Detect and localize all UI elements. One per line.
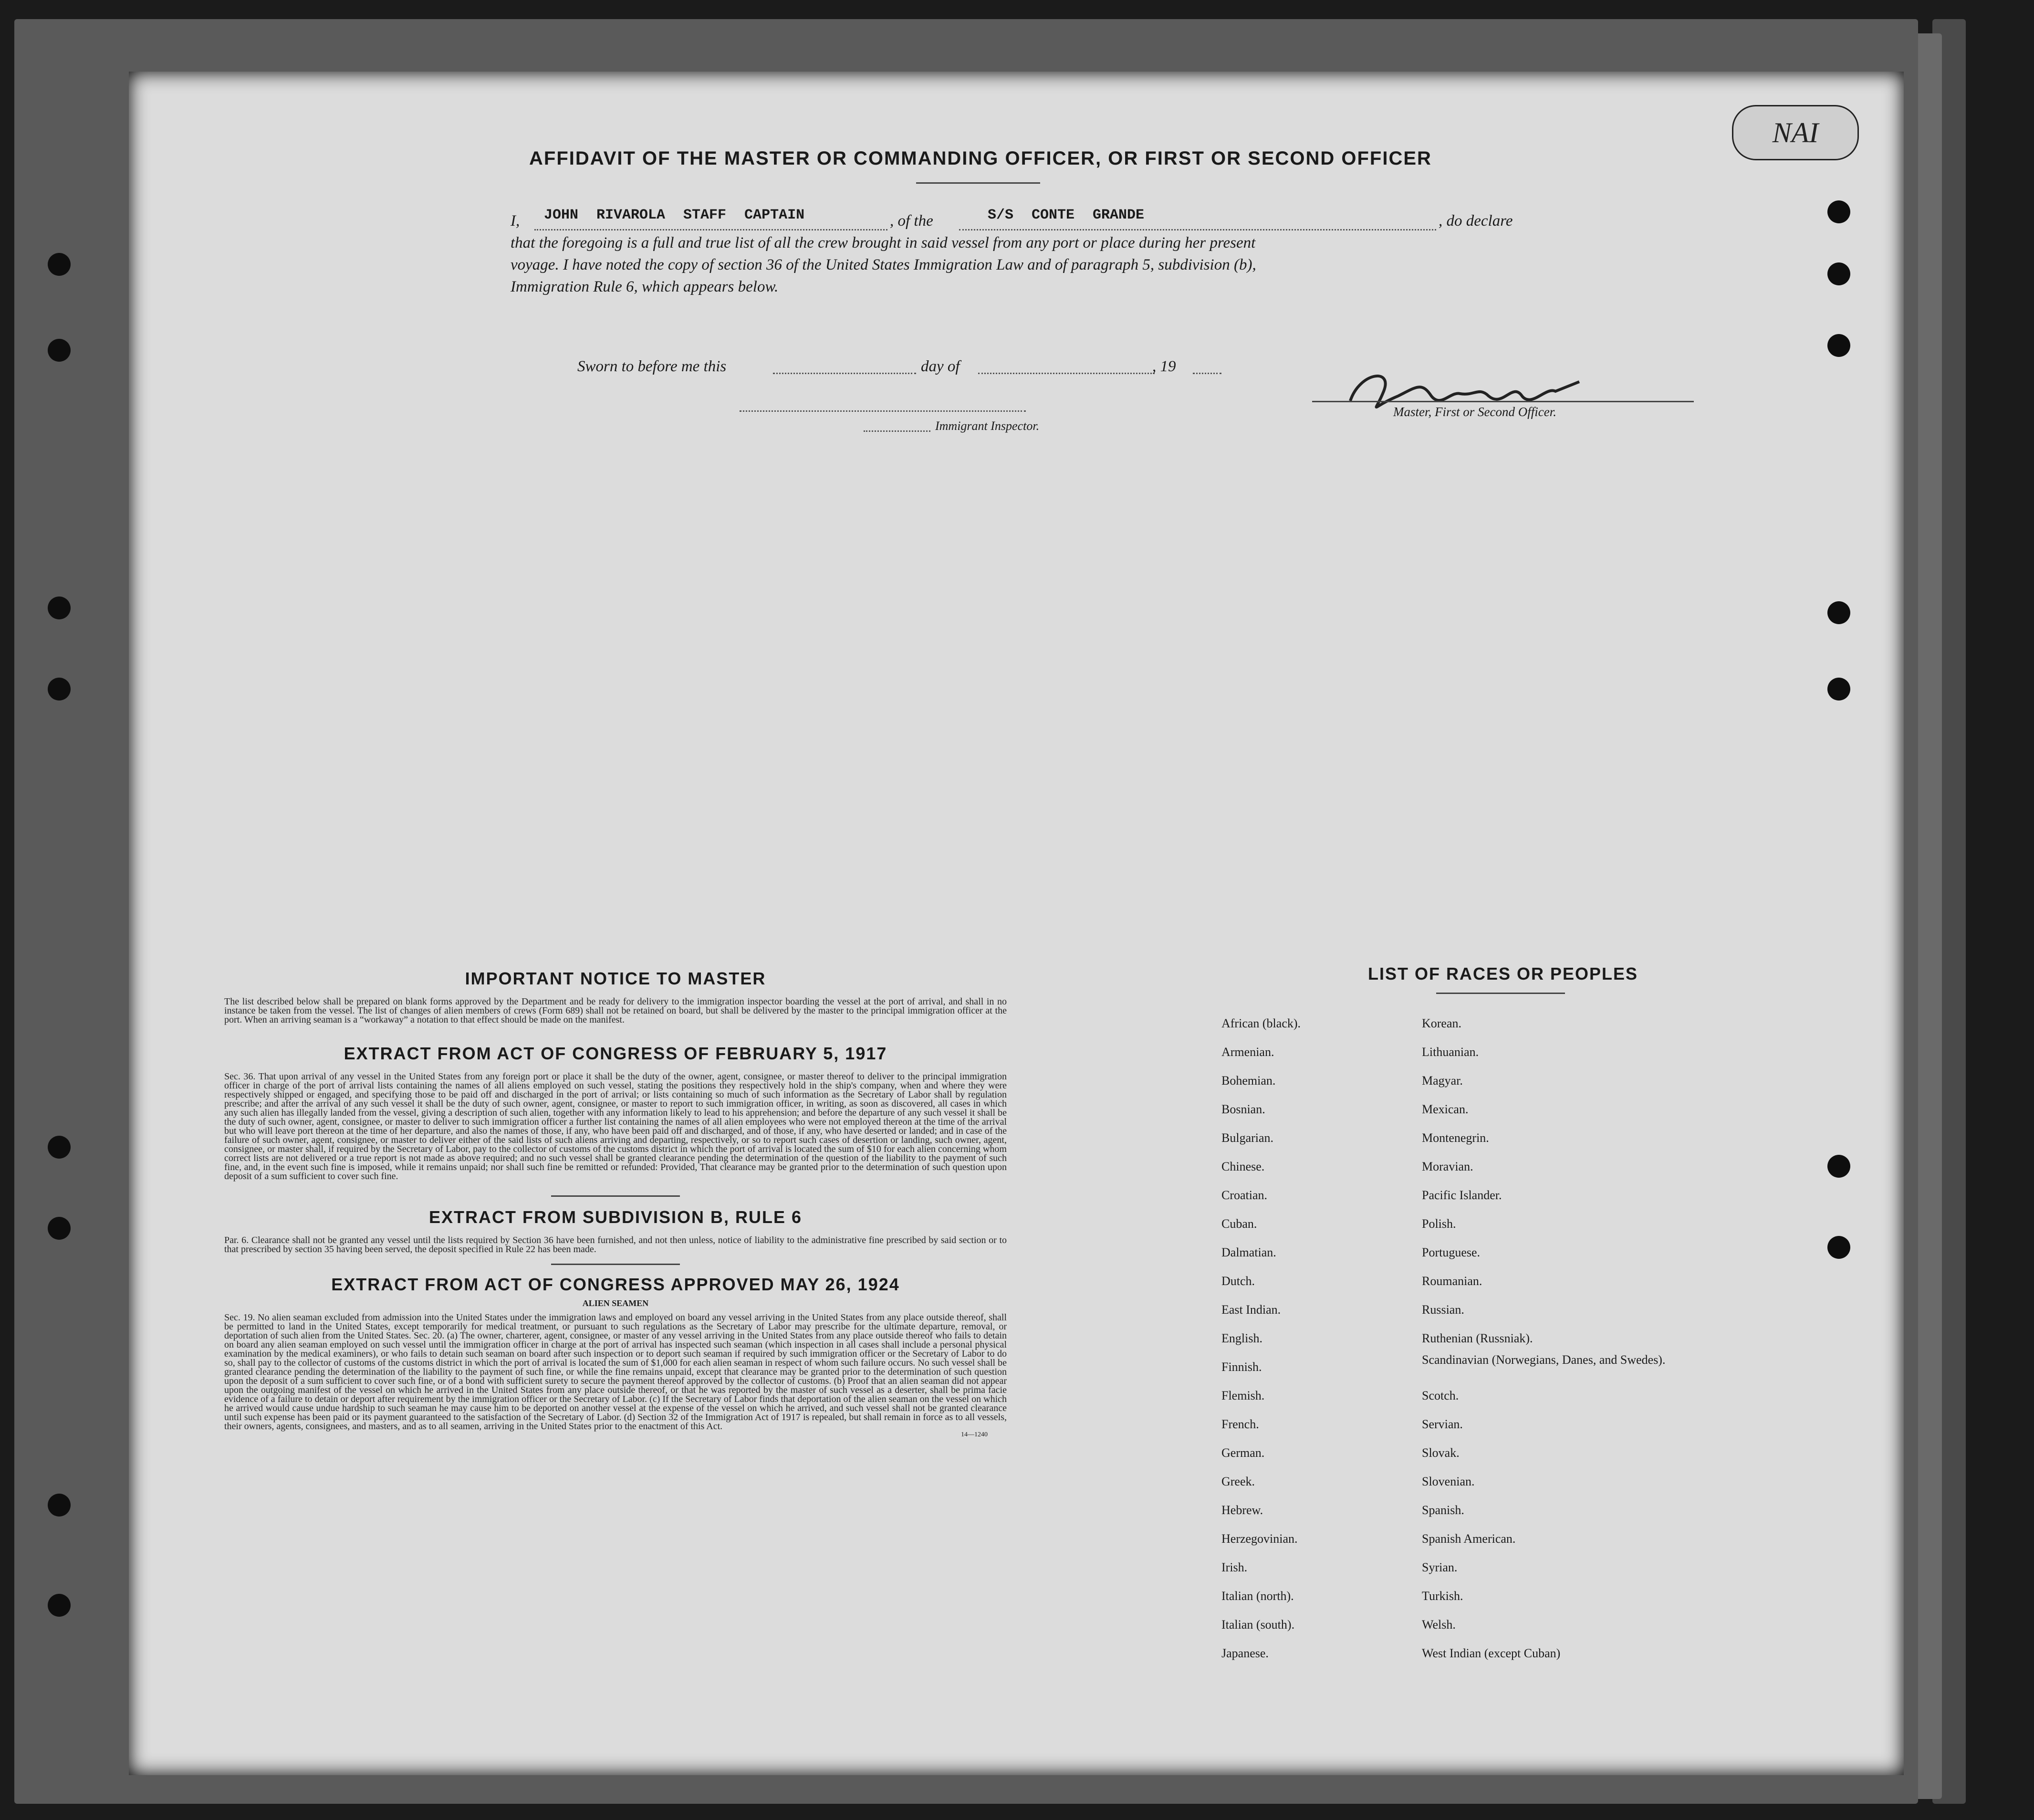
sworn-line: [577, 356, 1388, 379]
race-item: Scandinavian (Norwegians, Danes, and Swedes).: [1422, 1353, 1666, 1367]
race-item: Servian.: [1422, 1417, 1463, 1431]
inspector-line: [740, 410, 1026, 412]
race-item: Turkish.: [1422, 1589, 1463, 1603]
binder-hole: [1827, 1155, 1850, 1178]
divider: [551, 1264, 680, 1265]
binder-hole: [48, 678, 71, 701]
of-the-label: , of the: [890, 212, 933, 230]
race-item: Spanish American.: [1422, 1532, 1516, 1546]
binder-hole: [1827, 262, 1850, 285]
race-item: Moravian.: [1422, 1160, 1473, 1173]
notice-title: IMPORTANT NOTICE TO MASTER: [465, 969, 766, 988]
year-prefix: , 19: [1152, 358, 1176, 375]
fill-line: [978, 373, 1155, 374]
race-item: Slovak.: [1422, 1446, 1460, 1460]
race-item: English.: [1221, 1331, 1262, 1345]
binder-hole: [1827, 200, 1850, 223]
binder-hole: [1827, 601, 1850, 624]
inspector-caption: Immigrant Inspector.: [935, 419, 1040, 433]
binder-hole: [48, 1594, 71, 1617]
race-item: German.: [1221, 1446, 1265, 1460]
races-left-column: [1221, 1009, 1301, 1668]
race-item: Bohemian.: [1221, 1074, 1276, 1088]
affidavit-declaration: [511, 207, 1823, 298]
race-item: Bulgarian.: [1221, 1131, 1274, 1145]
race-item: Japanese.: [1221, 1646, 1269, 1660]
race-item: Montenegrin.: [1422, 1131, 1489, 1145]
race-item: Scotch.: [1422, 1389, 1459, 1402]
race-item: Portuguese.: [1422, 1245, 1481, 1259]
race-item: Hebrew.: [1221, 1503, 1263, 1517]
declaration-text: voyage. I have noted the copy of section 36 of the United States Immigration Law and of paragraph 5, subdivision (b),: [511, 256, 1256, 273]
day-of-label: day of: [921, 358, 960, 375]
race-item: Finnish.: [1221, 1360, 1262, 1374]
form-number: 14—1240: [961, 1431, 988, 1438]
binder-hole: [1827, 678, 1850, 701]
race-item: West Indian (except Cuban): [1422, 1646, 1561, 1660]
race-item: Bosnian.: [1221, 1102, 1265, 1116]
i-label: I,: [511, 212, 520, 230]
race-item: Mexican.: [1422, 1102, 1469, 1116]
extract-1917-text: Sec. 36. That upon arrival of any vessel in the United States from any foreign port or place it shall be the duty of the owner, agent, consignee, or master thereof to deliver to the principal immigration officer in charge of the port of arrival lists containing the names of all aliens employed on such vessel, stating the positions they respectively hold in the ship's company, when and where they were respectively shipped or engaged, and specifying those to be paid off and discharged in the port of arrival; or lists containing so much of such information as the Secretary of Labor shall by regulation prescribe; and after the arrival of any such vessel it shall be the duty of such owner, agent, consignee, or master to report to such immigration officer, in writing, as soon as discovered, all cases in which any such alien has illegally landed from the vessel, giving a description of such alien, together with any information likely to lead to his apprehension; and before the departure of any such vessel it shall be the duty of such owner, agent, consignee, or master to deliver to such immigration officer a further list containing the names of all alien employees who were not employed thereon at the time of the arrival but who will leave port thereon at the time of her departure, and also the names of those, if any, who have been paid off and discharged, and of those, if any, who have deserted or landed; and in case of the failure of such owner, agent, consignee, or master to deliver either of the said lists of such aliens arriving and departing, respectively, or so to report such cases of desertion or landing, such owner, agent, consignee, or master shall, if required by the Secretary of Labor, pay to the collector of customs of the customs district in which the port of arrival is located the sum of $10 for each alien concerning whom correct lists are not delivered or a true report is not made as above required; and no such vessel shall be granted clearance pending the determination of the question of the liability to the payment of such fine, and, in the event such fine is imposed, while it remains unpaid; nor shall such fine be remitted or refunded: Provided, That clearance may be granted prior to the determination of such question upon deposit of a sum sufficient to cover such fine.: [224, 1071, 1007, 1182]
divider: [1436, 993, 1565, 994]
document-page: [129, 72, 1904, 1775]
fill-line: [773, 373, 916, 374]
signature-line: [1312, 401, 1694, 402]
race-item: Dalmatian.: [1221, 1245, 1276, 1259]
notice-text: The list described below shall be prepared on blank forms approved by the Department and be ready for delivery to the immigration inspector boarding the vessel at the port of arrival, and shall in no instance be taken from the vessel. The list of changes of alien members of crews (Form 689) shall not be retained on board, but shall be delivered by the master to the principal immigration officer at the port. When an arriving seaman is a “workaway” a notation to that effect should be made on the manifest.: [224, 996, 1007, 1025]
binder-hole: [48, 1494, 71, 1517]
race-item: African (black).: [1221, 1016, 1301, 1030]
act-1924-text: Sec. 19. No alien seaman excluded from admission into the United States under the immigration laws and employed on board any vessel arriving in the United States from any place outside thereof, shall be permitted to land in the United States, except temporarily for medical treatment, or pursuant to such regulations as the Secretary of Labor may prescribe for the ultimate departure, removal, or deportation of such alien from the United States. Sec. 20. (a) The owner, charterer, agent, consignee, or master of any vessel arriving in the United States from any place outside thereof who fails to detain on board any alien seaman employed on such vessel until the immigration officer in charge at the port of arrival has inspected such seaman (which inspection in all cases shall include a personal physical examination by the medical examiners), or who fails to detain such seaman on board after such inspection or to deport such seaman if required by such immigration officer or the Secretary of Labor to do so, shall pay to the collector of customs of the customs district in which the port of arrival is located the sum of $1,000 for each alien seaman in respect of whom such failure occurs. No such vessel shall be granted clearance pending the determination of the liability to the payment of such fine, or while the fine remains unpaid, except that clearance may be granted prior to the determination of such question upon the deposit of a sum sufficient to cover such fine, or of a bond with sufficient surety to secure the payment thereof approved by the collector of customs. (b) Proof that an alien seaman did not appear upon the outgoing manifest of the vessel on which he arrived in the United States from any place outside thereof, or that he was reported by the master of such vessel as a deserter, shall be prima facie evidence of a failure to detain or deport after requirement by the immigration officer or the Secretary of Labor. (c) If the Secretary of Labor finds that deportation of the alien seaman on the vessel on which he arrived would cause undue hardship to such seaman he may cause him to be deported on another vessel at the expense of the vessel on which he arrived, and such vessel shall not be granted clearance until such expense has been paid or its payment guaranteed to the satisfaction of the Secretary of Labor. (d) Section 32 of the Immigration Act of 1917 is repealed, but shall remain in force as to all vessels, their owners, agents, consignees, and masters, and as to all seamen, arriving in the United States prior to the enactment of this Act.: [224, 1312, 1007, 1432]
stamp-text: NAI: [1772, 117, 1819, 148]
officer-name: JOHN RIVAROLA STAFF CAPTAIN: [544, 207, 805, 223]
rule-6-text: Par. 6. Clearance shall not be granted any vessel until the lists required by Section 36 have been furnished, and not then unless, notice of liability to the administrative fine prescribed by said section or to that prescribed by section 35 having been served, the deposit specified in Rule 22 has been made.: [224, 1235, 1007, 1255]
race-item: Flemish.: [1221, 1389, 1265, 1402]
race-item: Croatian.: [1221, 1188, 1268, 1202]
race-item: Armenian.: [1221, 1045, 1274, 1059]
affidavit-title: AFFIDAVIT OF THE MASTER OR COMMANDING OFFICER, OR FIRST OR SECOND OFFICER: [529, 148, 1432, 169]
alien-seamen-subtitle: ALIEN SEAMEN: [582, 1298, 649, 1308]
race-item: French.: [1221, 1417, 1259, 1431]
divider: [916, 182, 1040, 184]
race-item: Herzegovinian.: [1221, 1532, 1298, 1546]
declaration-text: Immigration Rule 6, which appears below.: [511, 278, 779, 295]
inspector-line: [864, 430, 930, 432]
race-item: Greek.: [1221, 1475, 1255, 1488]
race-item: Irish.: [1221, 1560, 1248, 1574]
race-item: Ruthenian (Russniak).: [1422, 1331, 1533, 1345]
race-item: Slovenian.: [1422, 1475, 1475, 1488]
binder-hole: [1827, 1236, 1850, 1259]
sworn-label: Sworn to before me this: [577, 358, 727, 375]
binder-hole: [48, 596, 71, 619]
race-item: Magyar.: [1422, 1074, 1463, 1088]
extract-1917-title: EXTRACT FROM ACT OF CONGRESS OF FEBRUARY 5, 1917: [344, 1044, 887, 1063]
race-item: Polish.: [1422, 1217, 1456, 1231]
race-item: Spanish.: [1422, 1503, 1464, 1517]
race-item: Roumanian.: [1422, 1274, 1482, 1288]
race-item: Italian (north).: [1221, 1589, 1294, 1603]
act-1924-title: EXTRACT FROM ACT OF CONGRESS APPROVED MAY 26, 1924: [331, 1275, 900, 1294]
binder-hole: [48, 1217, 71, 1240]
fill-line: [959, 229, 1436, 230]
rule-6-title: EXTRACT FROM SUBDIVISION B, RULE 6: [428, 1207, 803, 1227]
signature-caption: Master, First or Second Officer.: [1393, 405, 1556, 419]
race-item: Lithuanian.: [1422, 1045, 1479, 1059]
races-title: LIST OF RACES OR PEOPLES: [1367, 964, 1638, 983]
race-item: Russian.: [1422, 1303, 1464, 1317]
divider: [551, 1195, 680, 1197]
binder-hole: [1827, 334, 1850, 357]
races-right-column: [1422, 1009, 1665, 1668]
race-item: East Indian.: [1221, 1303, 1281, 1317]
binder-hole: [48, 339, 71, 362]
race-item: Italian (south).: [1221, 1618, 1295, 1632]
race-item: Chinese.: [1221, 1160, 1265, 1173]
race-item: Cuban.: [1221, 1217, 1257, 1231]
race-item: Welsh.: [1422, 1618, 1456, 1632]
fill-line: [1193, 373, 1221, 374]
vessel-name: S/S CONTE GRANDE: [988, 207, 1145, 223]
fill-line: [534, 229, 887, 230]
race-item: Korean.: [1422, 1016, 1462, 1030]
race-item: Pacific Islander.: [1422, 1188, 1502, 1202]
binder-hole: [48, 1136, 71, 1159]
binder-hole: [48, 253, 71, 276]
race-item: Dutch.: [1221, 1274, 1255, 1288]
race-item: Syrian.: [1422, 1560, 1458, 1574]
declaration-text: that the foregoing is a full and true list of all the crew brought in said vessel from any port or place during her present: [511, 234, 1256, 251]
notice-column: [224, 969, 1007, 1439]
declaration-line: [511, 207, 1823, 232]
do-declare-label: , do declare: [1439, 212, 1513, 230]
